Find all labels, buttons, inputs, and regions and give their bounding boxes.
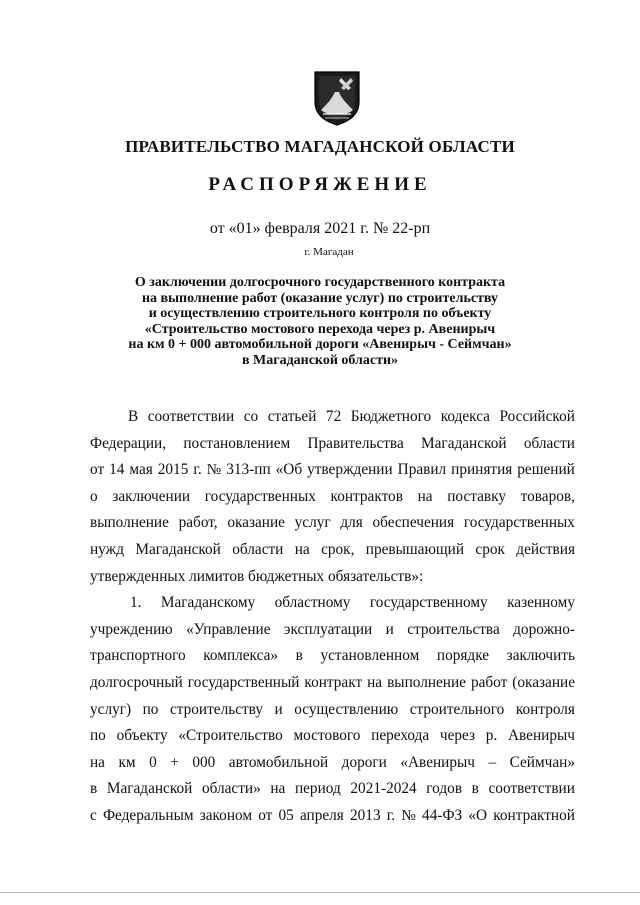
body-line <box>90 484 575 511</box>
body-word: учреждению <box>90 620 173 638</box>
body-word: транспортного <box>90 647 186 665</box>
body-word: р. <box>485 727 498 745</box>
subject-line: О заключении долгосрочного государственного контракта <box>134 275 506 290</box>
subject-line: в Магаданской области» <box>241 352 399 368</box>
body-word: работ, <box>178 514 218 532</box>
document-body <box>90 404 575 830</box>
body-word: работ <box>470 673 508 691</box>
body-line <box>90 404 575 431</box>
body-word: срок, <box>321 540 355 558</box>
body-word: выполнение <box>387 673 466 691</box>
body-word: Сеймчан» <box>509 753 575 771</box>
body-word: Магаданской <box>421 434 507 452</box>
body-word: утверждении <box>307 461 393 479</box>
body-word: от <box>90 461 105 479</box>
body-word: км <box>118 753 136 771</box>
body-word: Авенирыч <box>508 727 575 745</box>
body-word: Российской <box>499 408 575 425</box>
body-word: «Об <box>275 461 303 479</box>
body-word: по <box>142 700 159 718</box>
body-word: 72 <box>325 408 342 425</box>
body-word: порядке <box>436 647 490 665</box>
body-word: государственных <box>204 487 316 505</box>
body-word: через <box>439 727 476 745</box>
body-word: эксплуатации <box>283 620 373 638</box>
body-word: Правил <box>397 461 447 479</box>
body-word: строительного <box>409 700 505 718</box>
body-word: в <box>295 647 303 665</box>
body-word: товаров, <box>520 487 575 505</box>
body-word: г. <box>193 461 202 479</box>
body-word: со <box>243 408 259 425</box>
body-word: годов <box>426 780 463 798</box>
body-word: превышающий <box>365 540 465 558</box>
body-word: соответствии <box>488 780 575 798</box>
body-word: В <box>128 408 139 425</box>
body-word: на <box>294 540 310 558</box>
document-subject <box>100 275 540 368</box>
body-word: 2021-2024 <box>350 780 417 798</box>
body-word: и <box>385 620 394 638</box>
body-word: области <box>523 434 575 452</box>
body-line <box>90 457 575 484</box>
body-word: Магаданской <box>135 540 221 558</box>
body-word: 14 <box>109 461 125 479</box>
body-word: на <box>90 753 105 771</box>
body-word: постановлением <box>183 434 291 452</box>
body-word: законом <box>199 806 253 824</box>
body-word: период <box>294 780 341 798</box>
body-word: принятия <box>451 461 513 479</box>
body-word: комплекса» <box>203 647 279 665</box>
body-line <box>90 537 575 564</box>
body-word: апреля <box>299 806 344 824</box>
body-word: 000 <box>192 753 216 771</box>
subject-line: на выполнение работ (оказание услуг) по строительству <box>141 290 499 306</box>
body-word: «Авенирыч <box>400 753 475 771</box>
body-word: 1. <box>130 594 142 612</box>
body-word: долгосрочный <box>90 673 183 691</box>
body-word: выполнение <box>90 514 169 532</box>
body-word: (оказание <box>512 673 575 691</box>
body-word: на <box>270 780 286 798</box>
page-bottom-edge <box>0 892 640 893</box>
body-word: строительства <box>407 620 500 638</box>
body-word: контрактов <box>330 487 403 505</box>
body-word: 05 <box>278 806 294 824</box>
body-line <box>90 750 575 777</box>
body-line <box>90 803 575 830</box>
body-word: контракт <box>304 673 363 691</box>
document-type: РАСПОРЯЖЕНИЕ <box>208 174 432 195</box>
body-word: мая <box>129 461 153 479</box>
body-word: и <box>274 700 283 718</box>
body-line <box>90 697 575 724</box>
body-line <box>90 590 575 617</box>
body-word: государственному <box>369 594 488 612</box>
body-word: услуг <box>294 514 331 532</box>
body-word: государственный <box>187 673 300 691</box>
body-word: Магаданскому <box>160 594 256 612</box>
body-line <box>90 670 575 697</box>
body-word: № <box>206 461 222 479</box>
subject-line: и осуществлению строительного контроля по объекту <box>148 306 492 321</box>
body-word: областному <box>274 594 351 612</box>
body-word: строительству <box>169 700 264 718</box>
body-word: казенному <box>507 594 575 612</box>
body-word: «Строительство <box>178 727 283 745</box>
body-word: кодекса <box>440 408 490 425</box>
body-word: нужд <box>90 540 124 558</box>
body-word: Магаданской <box>106 780 193 798</box>
document-date-number: от «01» февраля 2021 г. № 22-рп <box>209 220 431 237</box>
body-word: Федеральным <box>102 806 194 824</box>
body-word: 44-ФЗ <box>422 806 463 824</box>
body-word: установленном <box>320 647 420 665</box>
body-word: контроля <box>515 700 575 718</box>
subject-line: на км 0 + 000 автомобильной дороги «Авенирыч - Сеймчан» <box>128 337 512 352</box>
document-city: г. Магадан <box>304 246 354 258</box>
body-word: обеспечения <box>372 514 455 532</box>
body-word: дороги <box>341 753 387 771</box>
coat-of-arms-emblem <box>313 70 361 126</box>
body-word: услуг) <box>90 700 132 718</box>
body-word: контрактной <box>493 806 575 824</box>
body-word: 313-пп <box>226 461 271 479</box>
government-title: ПРАВИТЕЛЬСТВО МАГАДАНСКОЙ ОБЛАСТИ <box>125 137 515 156</box>
body-word: государственных <box>463 514 575 532</box>
subject-line: «Строительство мостового перехода через р. Авенирыч <box>144 321 496 337</box>
body-line <box>90 431 575 458</box>
body-word: – <box>488 753 497 771</box>
body-word: соответствии <box>147 408 235 425</box>
body-word: на <box>417 487 433 505</box>
body-word: мостового <box>293 727 361 745</box>
body-line <box>90 776 575 803</box>
body-line <box>90 617 575 644</box>
body-word: области» <box>201 780 261 798</box>
body-word: действия <box>516 540 575 558</box>
body-word: Бюджетного <box>350 408 432 425</box>
body-line <box>90 723 575 750</box>
body-word: заключить <box>506 647 575 665</box>
body-word: Федерации, <box>90 434 167 452</box>
body-word: г. <box>386 806 396 824</box>
body-word: дорожно- <box>513 620 575 638</box>
body-word: от <box>258 806 273 824</box>
body-word: № <box>401 806 416 824</box>
body-word: «Управление <box>186 620 271 638</box>
body-word: в <box>471 780 479 798</box>
body-word: поставку <box>447 487 506 505</box>
body-word: о <box>90 487 98 505</box>
body-word: + <box>170 753 179 771</box>
body-word: 0 <box>149 753 157 771</box>
body-word: объекту <box>116 727 168 745</box>
body-word: заключении <box>112 487 191 505</box>
body-word: на <box>367 673 383 691</box>
body-line <box>90 510 575 537</box>
body-word: осуществлению <box>294 700 399 718</box>
body-word: решений <box>517 461 575 479</box>
body-word: по <box>90 727 106 745</box>
body-word: 2015 <box>157 461 189 479</box>
body-line <box>90 643 575 670</box>
body-word: с <box>90 806 97 824</box>
body-word: утвержденных лимитов бюджетных обязательств»: <box>90 567 424 585</box>
body-word: «О <box>468 806 488 824</box>
body-word: срок <box>475 540 505 558</box>
body-word: перехода <box>371 727 430 745</box>
body-word: оказание <box>227 514 285 532</box>
body-line <box>90 564 575 591</box>
body-word: для <box>340 514 363 532</box>
body-word: Правительства <box>307 434 404 452</box>
body-word: области <box>232 540 284 558</box>
body-word: статьей <box>267 408 317 425</box>
body-word: в <box>90 780 98 798</box>
body-word: автомобильной <box>228 753 329 771</box>
body-word: 2013 <box>350 806 381 824</box>
